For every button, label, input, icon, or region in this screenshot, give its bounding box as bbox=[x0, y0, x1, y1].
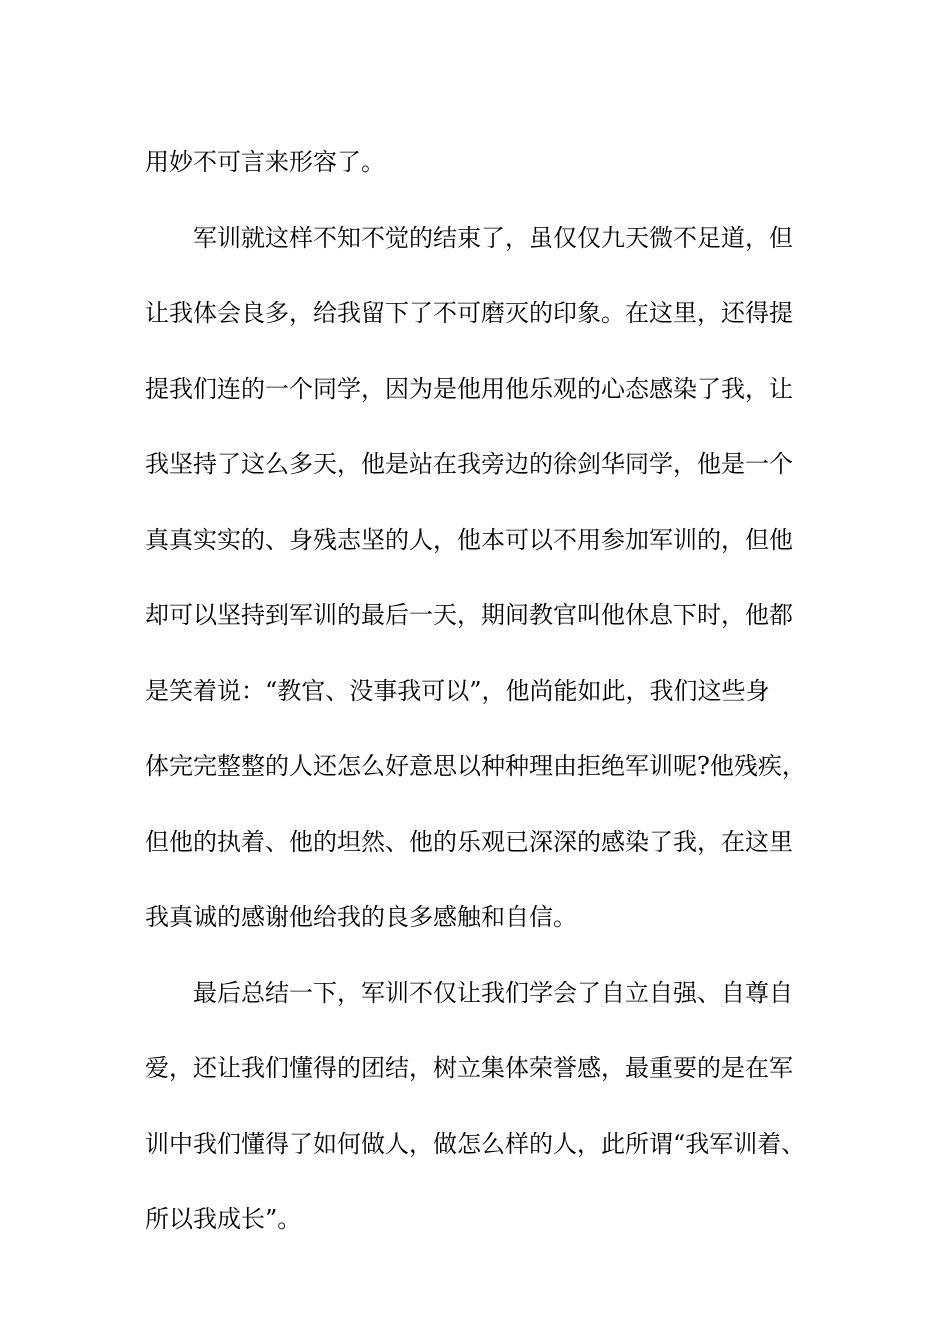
text-line: 所以我成长”。 bbox=[145, 1205, 302, 1233]
paragraph-start-line: 军训就这样不知不觉的结束了，虽仅仅九天微不足道，但 bbox=[193, 223, 793, 252]
text-line: 我坚持了这么多天，他是站在我旁边的徐剑华同学，他是一个 bbox=[145, 450, 793, 478]
text-line: 我真诚的感谢他给我的良多感触和自信。 bbox=[145, 903, 577, 931]
text-line: 但他的执着、他的坦然、他的乐观已深深的感染了我，在这里 bbox=[145, 827, 793, 856]
text-line: 用妙不可言来形容了。 bbox=[145, 148, 385, 176]
text-line: 爱，还让我们懂得的团结，树立集体荣誉感，最重要的是在军 bbox=[145, 1054, 793, 1082]
text-line: 是笑着说：“教官、没事我可以”，他尚能如此，我们这些身 bbox=[145, 676, 770, 705]
text-line: 训中我们懂得了如何做人，做怎么样的人，此所谓“我军训着、 bbox=[145, 1129, 806, 1158]
text-line: 让我体会良多，给我留下了不可磨灭的印象。在这里，还得提 bbox=[145, 299, 793, 327]
text-line: 真真实实的、身残志坚的人，他本可以不用参加军训的，但他 bbox=[145, 525, 793, 554]
body-text bbox=[145, 125, 825, 1258]
text-line: 提我们连的一个同学，因为是他用他乐观的心态感染了我，让 bbox=[145, 374, 793, 403]
paragraph-start-line: 最后总结一下，军训不仅让我们学会了自立自强、自尊自 bbox=[193, 978, 793, 1007]
text-line: 却可以坚持到军训的最后一天，期间教官叫他休息下时，他都 bbox=[145, 601, 793, 629]
text-line: 体完完整整的人还怎么好意思以种种理由拒绝军训呢?他残疾， bbox=[145, 752, 806, 780]
